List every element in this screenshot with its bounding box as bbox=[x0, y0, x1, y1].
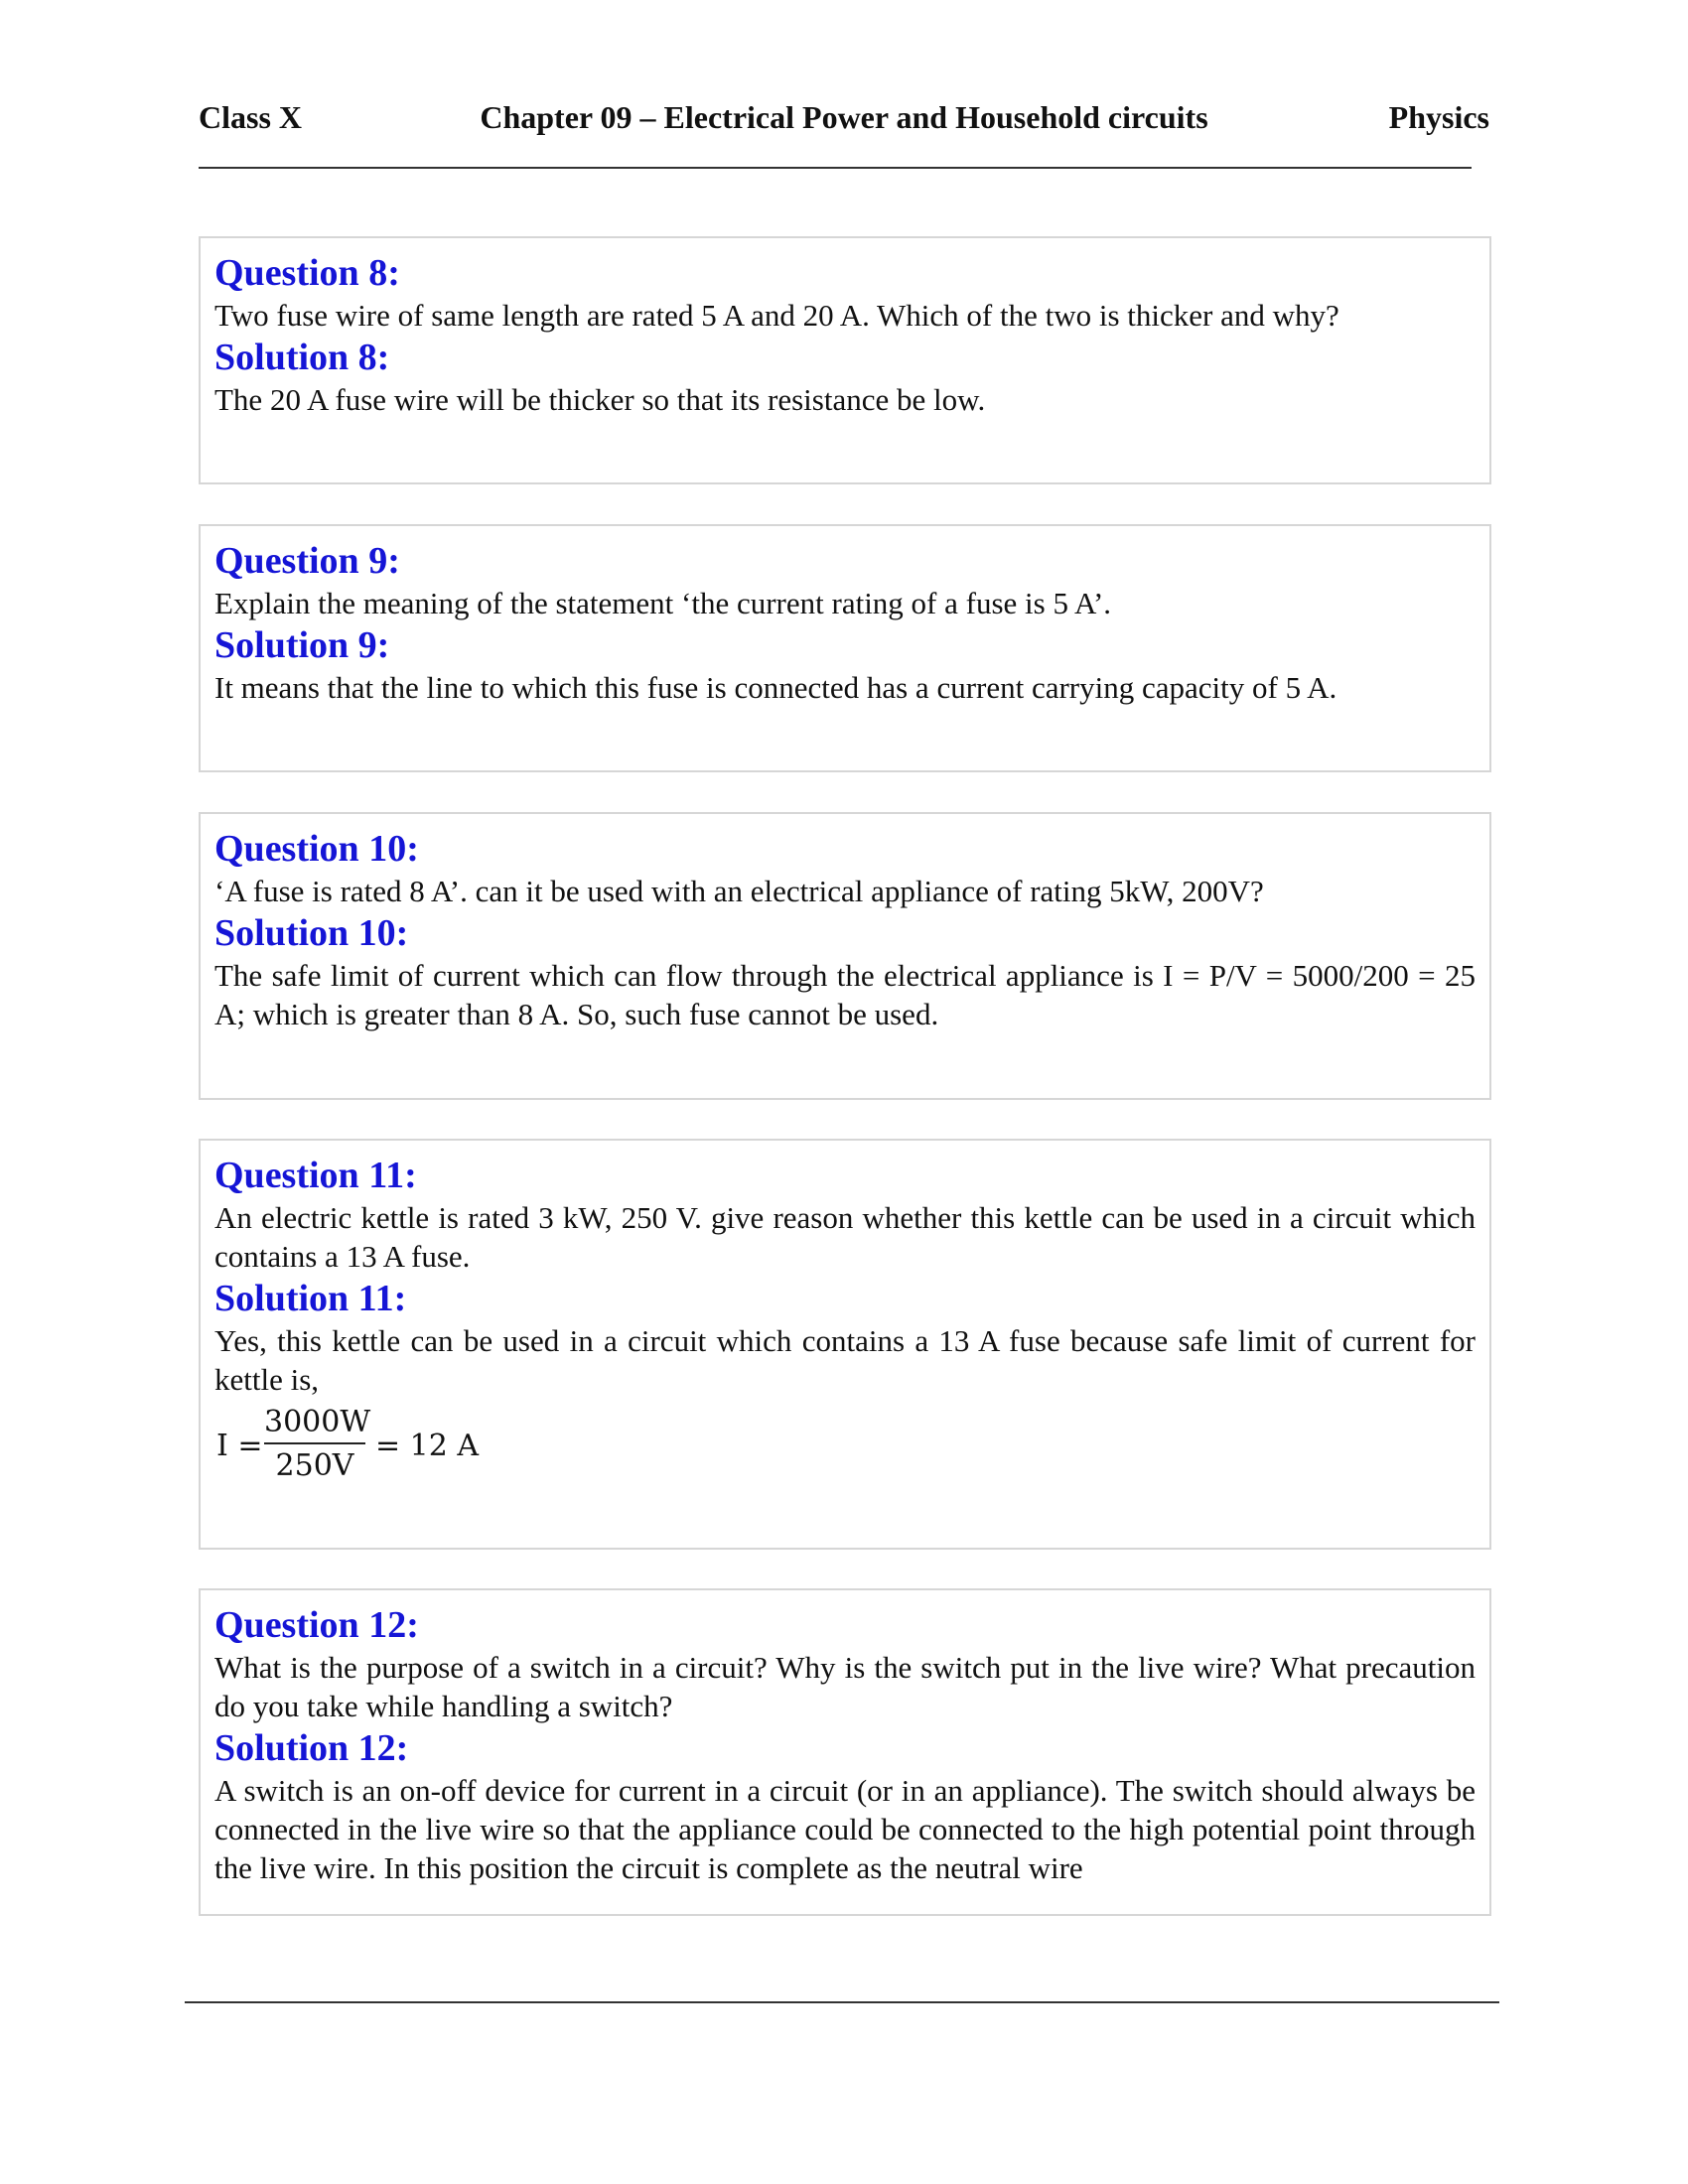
question-heading: Question 8: bbox=[214, 252, 400, 294]
question-box-8 bbox=[199, 236, 1491, 484]
question-heading: Question 11: bbox=[214, 1155, 417, 1196]
formula-denominator: 250V bbox=[275, 1448, 354, 1483]
question-heading: Question 10: bbox=[214, 828, 419, 870]
question-text: Two fuse wire of same length are rated 5 A and 20 A. Which of the two is thicker and why? bbox=[214, 298, 1339, 333]
subject-label: Physics bbox=[1388, 99, 1489, 135]
class-label: Class X bbox=[199, 99, 303, 135]
question-box-12 bbox=[199, 1588, 1491, 1916]
question-box-11 bbox=[199, 1139, 1491, 1550]
question-text: Explain the meaning of the statement ‘the current rating of a fuse is 5 A’. bbox=[214, 586, 1112, 620]
solution-heading: Solution 8: bbox=[214, 337, 390, 378]
solution-heading: Solution 11: bbox=[214, 1278, 407, 1319]
header-divider bbox=[199, 167, 1472, 169]
solution-text: Yes, this kettle can be used in a circuit which contains a 13 A fuse because safe limit of current for kettle is, bbox=[214, 1323, 1476, 1397]
solution-heading: Solution 9: bbox=[214, 624, 390, 666]
solution-heading: Solution 10: bbox=[214, 912, 409, 954]
formula-numerator: 3000W bbox=[264, 1405, 371, 1439]
question-heading: Question 12: bbox=[214, 1604, 419, 1646]
fraction-bar bbox=[264, 1442, 365, 1444]
solution-text: The 20 A fuse wire will be thicker so that its resistance be low. bbox=[214, 382, 986, 417]
formula-lhs: I = bbox=[216, 1429, 263, 1463]
chapter-title: Chapter 09 – Electrical Power and Household circuits bbox=[480, 99, 1208, 135]
solution-text: The safe limit of current which can flow through the electrical appliance is I = P/V = 5000/200 = 25 A; which is greater than 8 A. So, such fuse cannot be used. bbox=[214, 958, 1476, 1031]
question-heading: Question 9: bbox=[214, 540, 400, 582]
question-box-10 bbox=[199, 812, 1491, 1100]
question-box-9 bbox=[199, 524, 1491, 772]
question-text: ‘A fuse is rated 8 A’. can it be used with an electrical appliance of rating 5kW, 200V? bbox=[214, 874, 1264, 908]
footer-divider bbox=[185, 2001, 1499, 2003]
question-text: What is the purpose of a switch in a circuit? Why is the switch put in the live wire? What precaution do you take while handling a switch? bbox=[214, 1650, 1476, 1723]
current-formula bbox=[214, 1405, 1476, 1486]
page-header bbox=[199, 99, 1489, 143]
solution-text: It means that the line to which this fuse is connected has a current carrying capacity of 5 A. bbox=[214, 670, 1337, 705]
formula-rhs: = 12 A bbox=[375, 1429, 480, 1463]
question-text: An electric kettle is rated 3 kW, 250 V. give reason whether this kettle can be used in a circuit which contains a 13 A fuse. bbox=[214, 1200, 1476, 1274]
solution-heading: Solution 12: bbox=[214, 1727, 409, 1769]
solution-text: A switch is an on-off device for current in a circuit (or in an appliance). The switch should always be connected in the live wire so that the appliance could be connected to the high potential point through the live wire. In this position the circuit is complete as the neutral wire bbox=[214, 1773, 1476, 1885]
